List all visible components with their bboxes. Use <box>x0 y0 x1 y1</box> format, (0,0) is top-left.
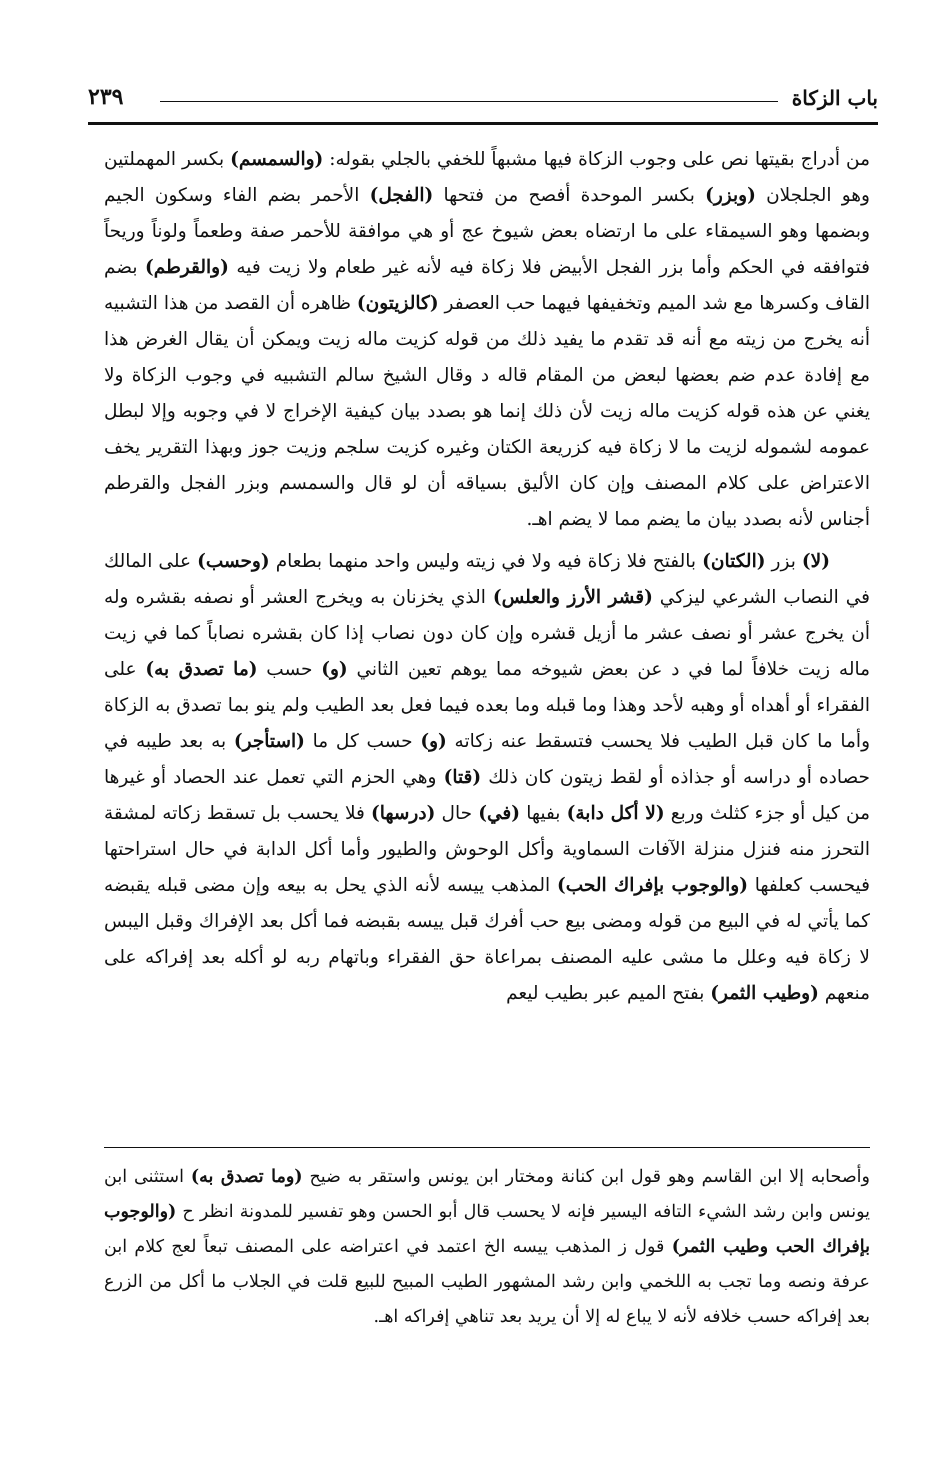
matn-quote: (والوجوب بإفراك الحب وطيب الثمر) <box>104 1202 871 1257</box>
commentary-text: بكسر الموحدة أفصح من فتحها <box>433 185 706 206</box>
commentary-text: استثنى ابن يونس وابن رشد الشيء التافه اليسير فإنه لا يحسب قال أبو الحسن وهو تفسير للمدونة انظر ح <box>104 1167 870 1222</box>
commentary-text: بالفتح فلا زكاة فيه ولا في زيته وليس واحد منهما بطعام <box>269 551 703 572</box>
matn-quote: (وبزر) <box>705 185 756 206</box>
commentary-text: بفيها <box>520 803 567 824</box>
matn-quote: (والوجوب بإفراك الحب) <box>556 875 748 896</box>
matn-quote: (و) <box>420 731 447 752</box>
commentary-text: حال <box>435 803 479 824</box>
commentary-text: من أدراج بقيتها نص على وجوب الزكاة فيها مشبهاً للخفي بالجلي بقوله: <box>323 149 870 170</box>
chapter-title: باب الزكاة <box>791 86 878 110</box>
commentary-text: فلا يحسب بل تسقط زكاته لمشقة التحرز منه فنزل منزلة الآفات السماوية وأكل الوحوش والطيور وأما أكل الدابة في حال استراحتها فيحسب كعلفها <box>104 803 870 896</box>
matn-quote: (والقرطم) <box>145 257 229 278</box>
page-number: ٢٣٩ <box>88 84 124 110</box>
commentary-text: بزر <box>765 551 802 572</box>
matn-quote: (في) <box>478 803 521 824</box>
matn-quote: (وطيب الثمر) <box>710 983 819 1004</box>
footnote-text <box>104 1160 870 1335</box>
header-rule <box>160 101 778 102</box>
commentary-text: بكسر المهملتين وهو الجلجلان <box>104 149 870 206</box>
commentary-text: المذهب ييسه لأنه الذي يحل به بيعه وإن مضى قبله يقبضه كما يأتي له في البيع من قوله ومضى بيع حب أفرك قبل ييسه بقبضه فما أكل بعد الإفراك وقبل اليبس لا زكاة فيه وعلل ما مشى عليه المصنف بمراعاة حق الفقراء وباتهام ربه لو أكله بعد إفراكه على منعهم <box>104 875 870 1004</box>
page-header <box>88 86 878 125</box>
footnote <box>104 1160 870 1335</box>
matn-quote: (الفجل) <box>369 185 434 206</box>
commentary-text: به بعد طيبه في حصاده أو دراسه أو جذاذه أو لقط زيتون كان ذلك <box>104 731 870 788</box>
commentary-text: الذي يخزنان به ويخرج العشر أو نصفه بقشره وله أن يخرج عشر أو نصف عشر ما أزيل قشره وإن كان دون نصاب إذا كان بقشره نصاباً كما في زيت ماله زيت خلافاً لما في د عن بعض شيوخه مما يوهم تعين الثاني <box>104 587 871 680</box>
main-text <box>104 142 870 1012</box>
commentary-text: بضم القاف وكسرها مع شد الميم وتخفيفها فيهما حب العصفر <box>104 257 870 314</box>
commentary-text: على الفقراء أو أهداه أو وهبه لأحد وهذا وما قبله وما بعده فيما فعل بعد الطيب ولم ينو بما تصدق به الزكاة وأما ما كان قبل الطيب فلا يحسب فتسقط عنه زكاته <box>104 659 870 752</box>
commentary-text: وهي الحزم التي تعمل عند الحصاد أو غيرها من كيل أو جزء كثلث وربع <box>104 767 871 824</box>
matn-quote: (قشر الأرز والعلس) <box>492 587 653 608</box>
footnote-separator <box>104 1147 870 1148</box>
matn-quote: (قتا) <box>443 767 482 788</box>
matn-quote: (والسمسم) <box>230 149 324 170</box>
commentary-text: حسب <box>257 659 322 680</box>
commentary-text: ظاهره أن القصد من هذا التشبيه أنه يخرج من زيته مع أنه قد تقدم ما يفيد ذلك من قوله كزيت ماله زيت ويمكن أن يقال الغرض هذا مع إفادة عدم ضم بعضها لبعض من المقام قاله د وقال الشيخ سالم التشبيه في وجوب الزكاة ولا يغني عن هذه قوله كزيت ماله زيت لأن ذلك إنما هو بصدد بيان كيفية الإخراج لا في وجوبه وإلا لبطل عمومه لشموله لزيت ما لا زكاة فيه كزريعة الكتان وغيره كزيت سلجم وزيت جوز وبهذا التقرير يخف الاعتراض على كلام المصنف وإن كان الأليق بسياقه أن لو قال والسمسم وبزر الفجل والقرطم أجناس لأنه بصدد بيان ما يضم مما لا يضم اهـ. <box>104 293 870 530</box>
commentary-text: على المالك في النصاب الشرعي ليزكي <box>104 551 870 608</box>
matn-quote: (استأجر) <box>233 731 305 752</box>
commentary-text: قول ز المذهب ييسه الخ اعتمد في اعتراضه على المصنف تبعاً لعج كلام ابن عرفة ونصه وما تجب به اللخمي وابن رشد المشهور الطيب المبيح للبيع قلت في الجلاب ما أكل من الزرع بعد إفراكه حسب خلافه لأنه لا يباع له إلا أن يريد بعد تناهي إفراكه اهـ. <box>104 1237 870 1327</box>
matn-quote: (درسها) <box>371 803 436 824</box>
matn-quote: (ما تصدق به) <box>145 659 258 680</box>
commentary-text: حسب كل ما <box>304 731 421 752</box>
commentary-text: بفتح الميم عبر بطيب ليعم <box>506 983 711 1004</box>
matn-quote: (و) <box>321 659 348 680</box>
matn-quote: (الكتان) <box>702 551 766 572</box>
matn-quote: (وما تصدق به) <box>190 1167 303 1187</box>
matn-quote: (وحسب) <box>197 551 270 572</box>
commentary-text: الأحمر بضم الفاء وسكون الجيم وبضمها وهو السيمقاء على ما ارتضاه بعض شيوخ عج أو هي موافقة للأحمر صفة وطعماً ولوناً وريحاً فتوافقه في الحكم وأما بزر الفجل الأبيض فلا زكاة فيه لأنه غير طعام ولا زيت فيه <box>104 185 870 278</box>
matn-quote: (لا) <box>801 551 830 572</box>
matn-quote: (لا أكل دابة) <box>566 803 665 824</box>
commentary-text: وأصحابه إلا ابن القاسم وهو قول ابن كنانة ومختار ابن يونس واستقر به ضيح <box>302 1167 870 1187</box>
matn-quote: (كالزيتون) <box>356 293 439 314</box>
paragraph-2 <box>104 544 870 1012</box>
paragraph-1 <box>104 142 870 538</box>
